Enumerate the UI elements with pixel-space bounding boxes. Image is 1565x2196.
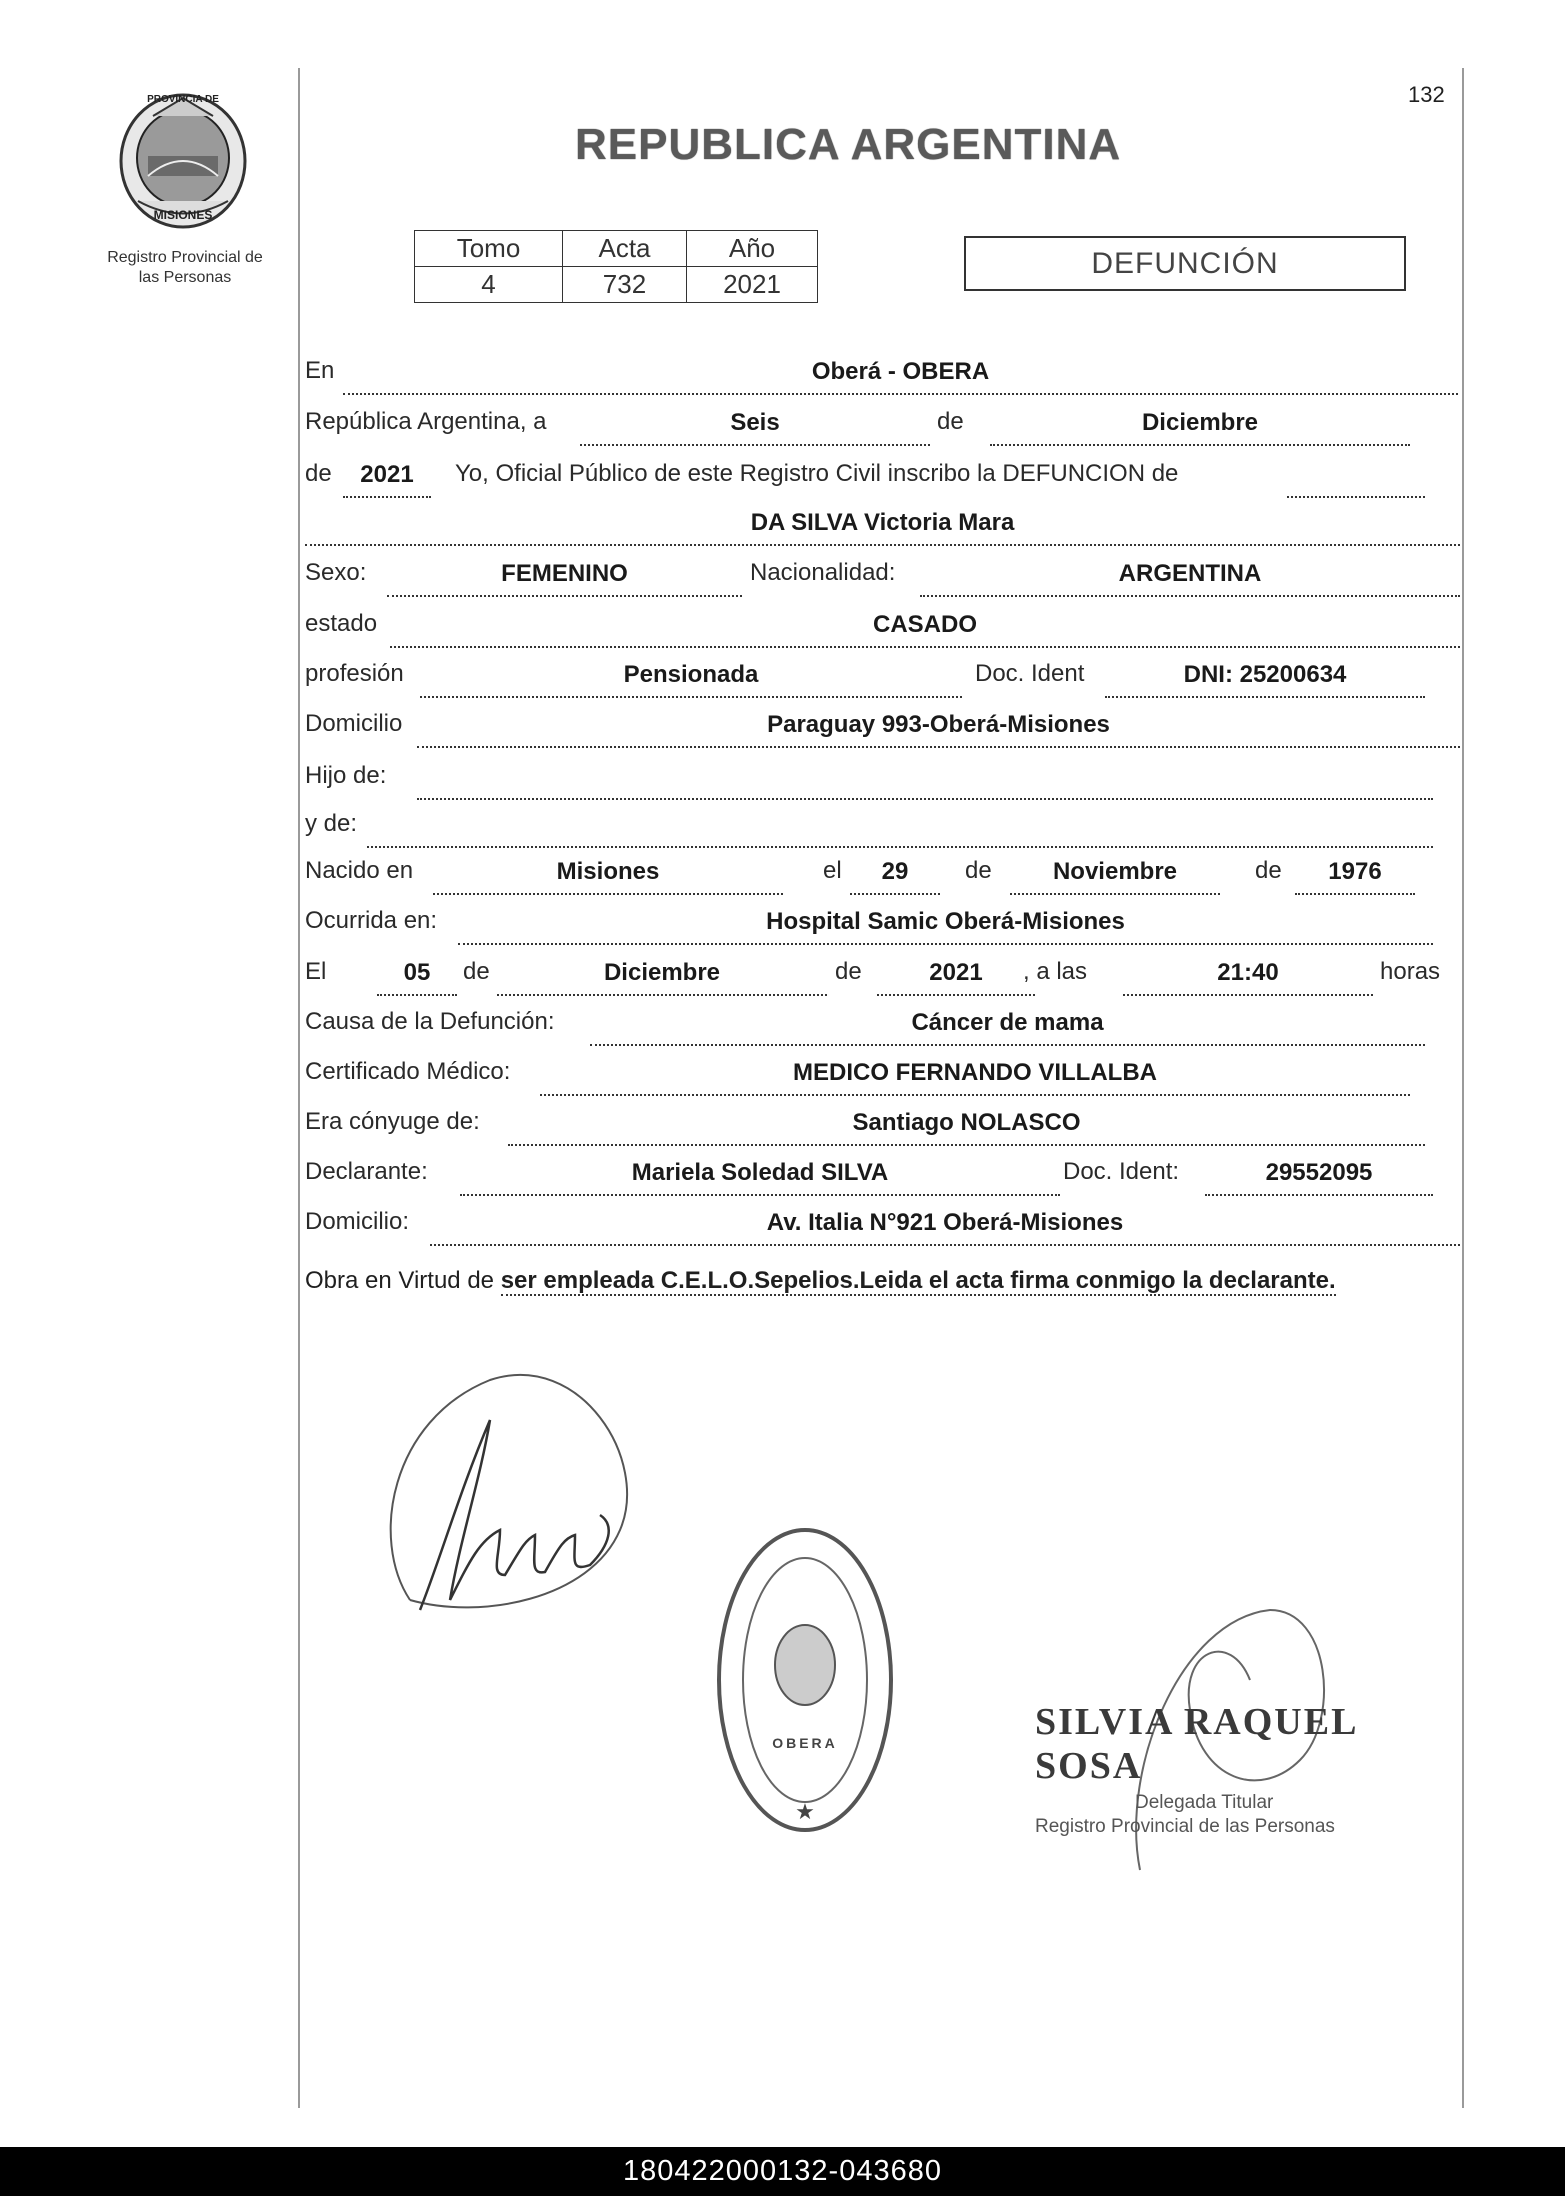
label-el: el bbox=[823, 857, 842, 884]
label-de: de bbox=[937, 408, 964, 435]
label-causa: Causa de la Defunción: bbox=[305, 1008, 555, 1035]
ref-value-anio: 2021 bbox=[687, 267, 818, 303]
page-number: 132 bbox=[1408, 82, 1445, 107]
row-fecha-defuncion bbox=[305, 958, 1460, 994]
official-name: SILVIA RAQUEL SOSA bbox=[1035, 1701, 1357, 1787]
label-republica: República Argentina, a bbox=[305, 408, 547, 435]
registry-label bbox=[80, 248, 290, 288]
field-obra-en-virtud: ser empleada C.E.L.O.Sepelios.Leida el acta firma conmigo la declarante. bbox=[500, 1267, 1336, 1294]
label-domicilio-declarante: Domicilio: bbox=[305, 1208, 410, 1235]
label-estado: estado bbox=[305, 610, 378, 637]
field-nombre: DA SILVA Victoria Mara bbox=[305, 508, 1460, 546]
official-office: Registro Provincial de las Personas bbox=[1035, 1816, 1335, 1837]
label-obra-en-virtud: Obra en Virtud de bbox=[305, 1267, 495, 1294]
label-profesion: profesión bbox=[305, 660, 404, 687]
row-hijo-de bbox=[305, 762, 1433, 798]
document-type-box: DEFUNCIÓN bbox=[964, 236, 1406, 291]
field-mes: Diciembre bbox=[990, 408, 1410, 446]
row-sexo bbox=[305, 559, 1460, 595]
field-causa: Cáncer de mama bbox=[590, 1008, 1425, 1046]
label-en: En bbox=[305, 357, 335, 384]
label-de-anio: de bbox=[305, 460, 332, 487]
field-estado: CASADO bbox=[390, 610, 1460, 648]
ref-value-tomo: 4 bbox=[415, 267, 563, 303]
label-horas: horas bbox=[1380, 958, 1441, 985]
field-nac-anio: 1976 bbox=[1295, 857, 1415, 895]
row-domicilio bbox=[305, 710, 1460, 746]
field-y-de bbox=[367, 810, 1433, 848]
row-declarante bbox=[305, 1158, 1433, 1194]
label-de-nac-anio: de bbox=[1255, 857, 1282, 884]
svg-text:★: ★ bbox=[795, 1800, 815, 1825]
declarant-signature bbox=[350, 1340, 650, 1640]
registry-label-line2: las Personas bbox=[138, 269, 232, 286]
field-conyuge: Santiago NOLASCO bbox=[508, 1108, 1425, 1146]
page-title: REPUBLICA ARGENTINA bbox=[575, 120, 1122, 169]
field-anio: 2021 bbox=[343, 460, 431, 498]
row-causa bbox=[305, 1008, 1425, 1044]
label-domicilio: Domicilio bbox=[305, 710, 403, 737]
field-declarante: Mariela Soledad SILVA bbox=[460, 1158, 1060, 1196]
row-ocurrida bbox=[305, 907, 1433, 943]
official-role: Delegada Titular bbox=[1135, 1792, 1274, 1813]
label-doc-ident-declarante: Doc. Ident: bbox=[1063, 1158, 1180, 1185]
field-def-dia: 05 bbox=[377, 958, 457, 996]
field-domicilio: Paraguay 993-Oberá-Misiones bbox=[417, 710, 1460, 748]
label-de-def-anio: de bbox=[835, 958, 862, 985]
stamp-city: OBERA bbox=[772, 1735, 838, 1751]
emblem-text-bottom: MISIONES bbox=[153, 208, 213, 222]
label-yo: Yo, Oficial Público de este Registro Civil inscribo la DEFUNCION de bbox=[455, 460, 1179, 487]
label-y-de: y de: bbox=[305, 810, 358, 837]
emblem-text-top: PROVINCIA DE bbox=[147, 94, 219, 105]
reference-table bbox=[414, 230, 818, 303]
field-doc-ident: DNI: 25200634 bbox=[1105, 660, 1425, 698]
field-nacido-en: Misiones bbox=[433, 857, 783, 895]
official-signature-block bbox=[1035, 1700, 1435, 1838]
label-nacido-en: Nacido en bbox=[305, 857, 414, 884]
label-ocurrida-en: Ocurrida en: bbox=[305, 907, 438, 934]
row-profesion bbox=[305, 660, 1425, 696]
provincial-emblem bbox=[108, 86, 258, 236]
field-sexo: FEMENINO bbox=[387, 559, 742, 597]
row-estado bbox=[305, 610, 1460, 646]
row-y-de bbox=[305, 810, 1433, 846]
field-anio-trailing bbox=[1287, 460, 1425, 498]
field-def-mes: Diciembre bbox=[497, 958, 827, 996]
right-margin-line bbox=[1462, 68, 1464, 2108]
row-certificado bbox=[305, 1058, 1410, 1094]
label-declarante: Declarante: bbox=[305, 1158, 428, 1185]
obra-en-virtud-paragraph bbox=[305, 1257, 1455, 1305]
row-lugar bbox=[305, 357, 1460, 393]
label-de-nac-mes: de bbox=[965, 857, 992, 884]
left-margin-line bbox=[298, 68, 300, 2108]
field-certificado: MEDICO FERNANDO VILLALBA bbox=[540, 1058, 1410, 1096]
field-declarante-doc: 29552095 bbox=[1205, 1158, 1433, 1196]
row-fecha bbox=[305, 408, 1425, 444]
label-a-las: , a las bbox=[1023, 958, 1088, 985]
field-nacionalidad: ARGENTINA bbox=[920, 559, 1460, 597]
label-nacionalidad: Nacionalidad: bbox=[750, 559, 896, 586]
ref-header-acta: Acta bbox=[563, 231, 687, 267]
row-declarante-domicilio bbox=[305, 1208, 1460, 1244]
ref-header-tomo: Tomo bbox=[415, 231, 563, 267]
field-ocurrida-en: Hospital Samic Oberá-Misiones bbox=[458, 907, 1433, 945]
field-dia-texto: Seis bbox=[580, 408, 930, 446]
field-nac-dia: 29 bbox=[850, 857, 940, 895]
field-def-anio: 2021 bbox=[877, 958, 1035, 996]
label-hijo-de: Hijo de: bbox=[305, 762, 387, 789]
field-declarante-domicilio: Av. Italia N°921 Oberá-Misiones bbox=[430, 1208, 1460, 1246]
row-nombre bbox=[305, 508, 1460, 544]
registry-label-line1: Registro Provincial de bbox=[107, 249, 263, 266]
label-de-def-mes: de bbox=[463, 958, 490, 985]
footer-code: 180422000132-043680 bbox=[0, 2147, 1565, 2196]
official-stamp bbox=[715, 1525, 895, 1835]
field-nac-mes: Noviembre bbox=[1010, 857, 1220, 895]
field-def-hora: 21:40 bbox=[1123, 958, 1373, 996]
row-anio bbox=[305, 460, 1425, 496]
label-certificado: Certificado Médico: bbox=[305, 1058, 511, 1085]
label-el-cap: El bbox=[305, 958, 327, 985]
field-profesion: Pensionada bbox=[420, 660, 962, 698]
ref-header-anio: Año bbox=[687, 231, 818, 267]
label-sexo: Sexo: bbox=[305, 559, 367, 586]
label-conyuge: Era cónyuge de: bbox=[305, 1108, 480, 1135]
field-lugar: Oberá - OBERA bbox=[343, 357, 1458, 395]
row-nacimiento bbox=[305, 857, 1415, 893]
ref-value-acta: 732 bbox=[563, 267, 687, 303]
label-doc-ident: Doc. Ident bbox=[975, 660, 1085, 687]
field-hijo-de bbox=[417, 762, 1433, 800]
row-conyuge bbox=[305, 1108, 1425, 1144]
